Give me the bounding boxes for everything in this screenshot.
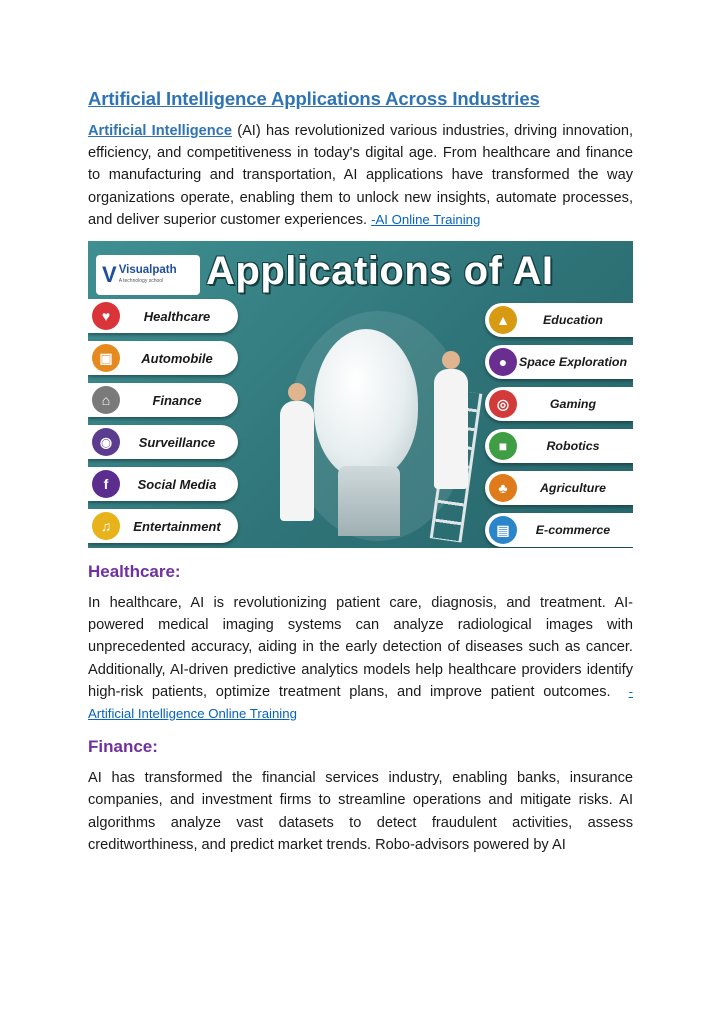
application-item <box>88 467 238 501</box>
application-item <box>88 299 238 333</box>
car-icon: ▣ <box>92 344 120 372</box>
application-label: Education <box>543 313 603 328</box>
application-label: Surveillance <box>138 434 216 450</box>
graduation-cap-icon: ▲ <box>489 306 517 334</box>
healthcare-text: In healthcare, AI is revolutionizing patient care, diagnosis, and treatment. AI-powered medical imaging systems can analyze radiological images with unprecedented accuracy, aiding in the early detection of diseases such as cancer. Additionally, AI-driven predictive analytics models help healthcare providers identify high-risk patients, optimize treatment plans, and improve patient outcomes. <box>88 595 633 700</box>
facebook-icon: f <box>92 470 120 498</box>
intro-paragraph <box>88 120 633 231</box>
ai-link[interactable]: Artificial Intelligence <box>88 123 232 139</box>
ai-online-training-link-2[interactable]: -Artificial Intelligence Online Training <box>88 683 633 722</box>
visualpath-logo <box>96 255 200 295</box>
application-item <box>88 341 238 375</box>
heartbeat-icon: ♥ <box>92 302 120 330</box>
intro-text: (AI) has revolutionized various industries, driving innovation, efficiency, and competitiveness in today's digital age. From healthcare and finance to manufacturing and transportation, AI applications have transformed the way organizations operate, enabling them to unlock new insights, automate processes, and deliver superior customer experiences. <box>88 123 634 228</box>
application-item <box>485 303 633 337</box>
robot-neck-illustration <box>338 466 400 536</box>
application-label: Entertainment <box>133 518 221 534</box>
application-label: E-commerce <box>535 523 611 538</box>
cart-icon: ▤ <box>489 516 517 544</box>
application-label: Finance <box>152 392 202 408</box>
robot-head-illustration <box>314 329 418 479</box>
application-label: Automobile <box>141 350 213 366</box>
application-label: Agriculture <box>539 481 607 496</box>
healthcare-paragraph <box>88 592 633 725</box>
application-label: Space Exploration <box>518 355 628 370</box>
infographic-title: Applications of AI <box>206 249 554 294</box>
plant-icon: ♣ <box>489 474 517 502</box>
page-title: Artificial Intelligence Applications Across Industries <box>88 88 540 109</box>
application-label: Healthcare <box>143 308 211 324</box>
finance-paragraph: AI has transformed the financial services industry, enabling banks, insurance companies, and investment firms to streamline operations and mitigate risks. AI algorithms analyze vast datasets to detect fraudulent activities, assess creditworthiness, and predict market trends. Robo-advisors powered by AI <box>88 770 633 853</box>
doctor-figure-left <box>280 401 314 521</box>
application-item <box>485 471 633 505</box>
application-item <box>485 513 633 547</box>
logo-tagline: A technology school <box>118 278 164 285</box>
healthcare-heading: Healthcare: <box>88 562 181 582</box>
music-icon: ♫ <box>92 512 120 540</box>
gamepad-icon: ◎ <box>489 390 517 418</box>
planet-icon: ● <box>489 348 517 376</box>
application-label: Social Media <box>137 476 217 492</box>
application-item <box>88 509 238 543</box>
application-label: Robotics <box>546 439 600 454</box>
robot-icon: ■ <box>489 432 517 460</box>
logo-name: Visualpath <box>118 264 177 277</box>
applications-infographic <box>88 241 633 548</box>
logo-mark-icon: V <box>102 262 117 288</box>
application-item <box>485 345 633 379</box>
application-item <box>485 387 633 421</box>
article <box>88 88 633 856</box>
bank-icon: ⌂ <box>92 386 120 414</box>
application-label: Gaming <box>549 397 597 412</box>
application-item <box>88 383 238 417</box>
ai-online-training-link[interactable]: -AI Online Training <box>371 211 481 227</box>
application-item <box>88 425 238 459</box>
doctor-figure-right <box>434 369 468 489</box>
application-item <box>485 429 633 463</box>
camera-icon: ◉ <box>92 428 120 456</box>
finance-heading: Finance: <box>88 737 158 757</box>
